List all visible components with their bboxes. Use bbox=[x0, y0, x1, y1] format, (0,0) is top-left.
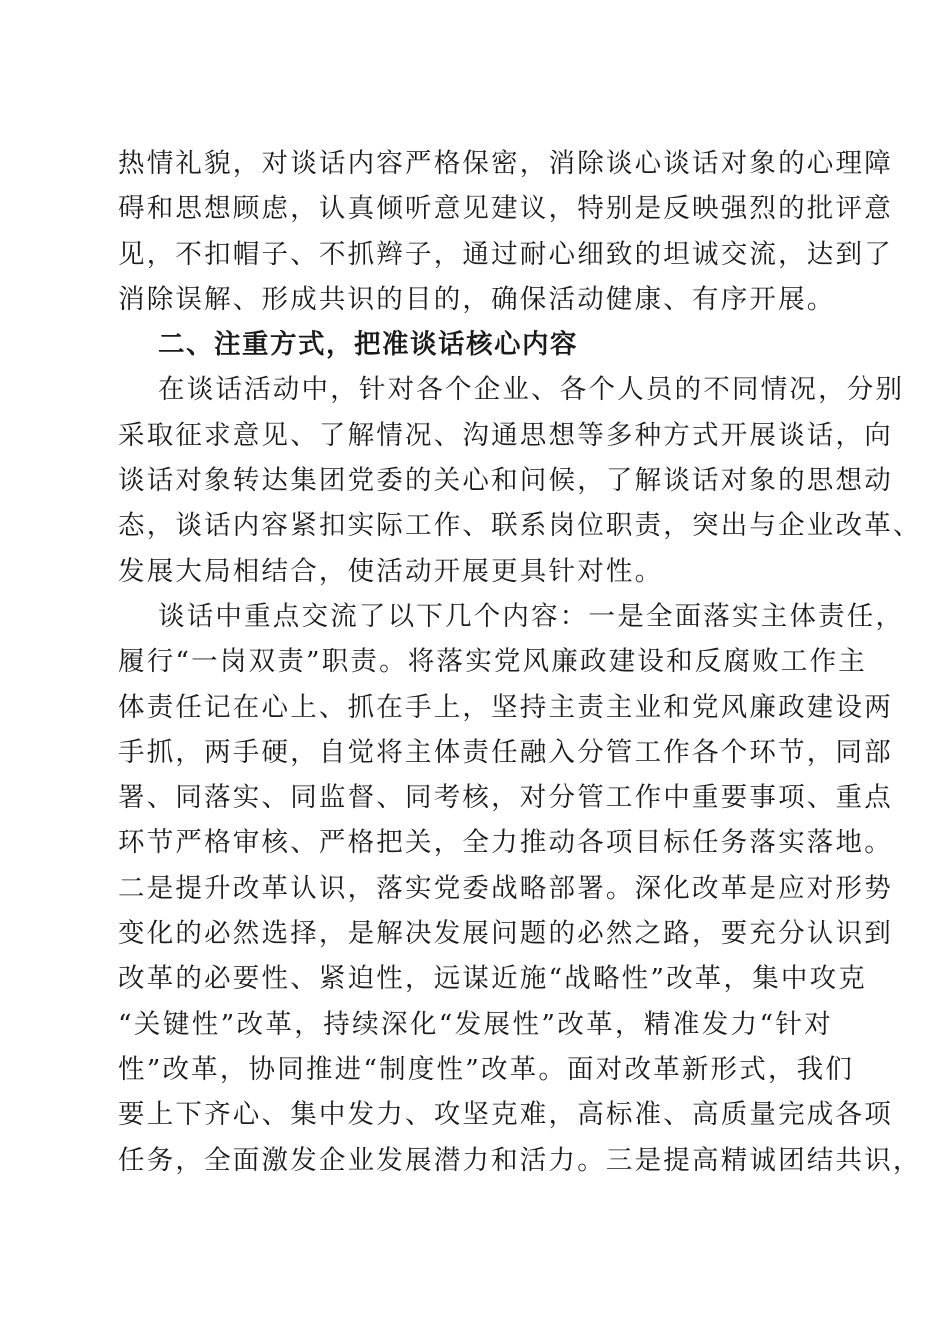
paragraph-2-line: 在谈话活动中，针对各个企业、各个人员的不同情况，分别 bbox=[158, 374, 905, 406]
paragraph-3-line: “关键性”改革，持续深化“发展性”改革，精准发力“针对 bbox=[118, 1008, 833, 1040]
paragraph-2-line: 发展大局相结合，使活动开展更具针对性。 bbox=[118, 555, 664, 587]
paragraph-3-line: 环节严格审核、严格把关，全力推动各项目标任务落实落地。 bbox=[118, 827, 893, 859]
paragraph-3-line: 性”改革，协同推进“制度性”改革。面对改革新形式，我们 bbox=[118, 1053, 855, 1085]
document-body bbox=[118, 141, 922, 1183]
paragraph-2-line: 采取征求意见、了解情况、沟通思想等多种方式开展谈话，向 bbox=[118, 419, 893, 451]
paragraph-3-line: 署、同落实、同监督、同考核，对分管工作中重要事项、重点 bbox=[118, 782, 893, 814]
paragraph-2-line: 谈话对象转达集团党委的关心和问候，了解谈话对象的思想动 bbox=[118, 465, 893, 497]
paragraph-3-line: 任务，全面激发企业发展潜力和活力。三是提高精诚团结共识， bbox=[118, 1144, 922, 1176]
paragraph-1-line: 消除误解、形成共识的目的，确保活动健康、有序开展。 bbox=[118, 283, 836, 315]
paragraph-3-line: 手抓，两手硬，自觉将主体责任融入分管工作各个环节，同部 bbox=[118, 736, 893, 768]
paragraph-1-line: 见，不扣帽子、不抓辫子，通过耐心细致的坦诚交流，达到了 bbox=[118, 238, 893, 270]
paragraph-3-line: 要上下齐心、集中发力、攻坚克难，高标准、高质量完成各项 bbox=[118, 1099, 893, 1131]
paragraph-3-line: 变化的必然选择，是解决发展问题的必然之路，要充分认识到 bbox=[118, 918, 893, 950]
paragraph-3-line: 履行“一岗双责”职责。将落实党风廉政建设和反腐败工作主 bbox=[118, 646, 867, 678]
paragraph-3-line: 谈话中重点交流了以下几个内容：一是全面落实主体责任， bbox=[158, 600, 905, 632]
paragraph-1-line: 碍和思想顾虑，认真倾听意见建议，特别是反映强烈的批评意 bbox=[118, 193, 893, 225]
paragraph-3-line: 二是提升改革认识，落实党委战略部署。深化改革是应对形势 bbox=[118, 872, 893, 904]
paragraph-3-line: 体责任记在心上、抓在手上，坚持主责主业和党风廉政建设两 bbox=[118, 691, 893, 723]
paragraph-3-line: 改革的必要性、紧迫性，远谋近施“战略性”改革，集中攻克 bbox=[118, 963, 867, 995]
section-heading: 二、注重方式，把准谈话核心内容 bbox=[158, 329, 578, 361]
paragraph-1-line: 热情礼貌，对谈话内容严格保密，消除谈心谈话对象的心理障 bbox=[118, 148, 893, 179]
paragraph-2-line: 态，谈话内容紧扣实际工作、联系岗位职责，突出与企业改革、 bbox=[118, 510, 922, 542]
